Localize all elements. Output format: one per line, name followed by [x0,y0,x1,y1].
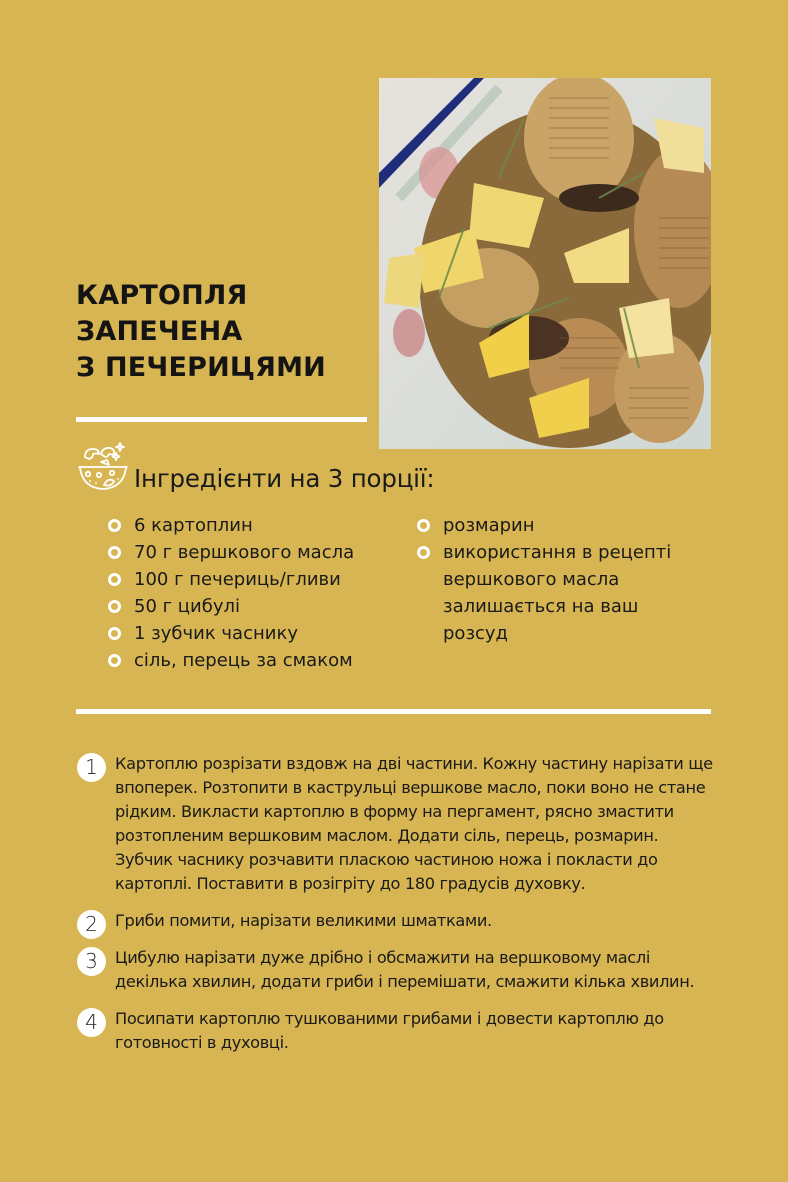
ingredient-item: використання в рецепті вершкового масла залишається на ваш розсуд [417,539,707,647]
title-line: КАРТОПЛЯ [76,280,248,311]
bullet-circle-icon [108,519,121,532]
step-number-badge: 4 [77,1008,106,1037]
ingredients-title: Інгредієнти на 3 порції: [134,464,435,493]
step-text: Картоплю розрізати вздовж на дві частини. Кожну частину нарізати ще впоперек. Розтопити в каструльці вершкове масло, поки воно не стане рідким. Викласти картоплю в форму на пергамент, рясно змастити розтопленим вершковим маслом. Додати сіль, перець, розмарин. Зубчик часнику розчавити пласкою частиною ножа і покласти до картоплі. Поставити в розігріту до 180 градусів духовку. [115,754,713,893]
title-divider [76,417,367,422]
ingredients-list-left [108,512,354,674]
step-text: Посипати картоплю тушкованими грибами і довести картоплю до готовності в духовці. [115,1009,664,1052]
salad-bowl-icon [76,441,130,493]
ingredient-item: 1 зубчик часнику [108,620,354,647]
bullet-circle-icon [108,600,121,613]
recipe-title [76,278,326,386]
title-line: ЗАПЕЧЕНА [76,316,243,347]
ingredient-item: 6 картоплин [108,512,354,539]
bullet-circle-icon [108,573,121,586]
step-number-badge: 2 [77,910,106,939]
food-photo-icon [379,78,711,449]
ingredients-header [76,440,434,493]
step-text: Гриби помити, нарізати великими шматками. [115,911,492,930]
recipe-photo [379,78,711,449]
bullet-circle-icon [108,627,121,640]
step-text: Цибулю нарізати дуже дрібно і обсмажити на вершковому маслі декілька хвилин, додати гриби і перемішати, смажити кілька хвилин. [115,948,695,991]
steps-list [76,752,716,1068]
step-number-badge: 1 [77,753,106,782]
bullet-circle-icon [417,546,430,559]
bullet-circle-icon [108,546,121,559]
step-item [76,946,716,994]
ingredient-item: розмарин [417,512,707,539]
ingredient-item: 100 г печериць/гливи [108,566,354,593]
step-item [76,1007,716,1055]
bullet-circle-icon [108,654,121,667]
ingredient-item: 50 г цибулі [108,593,354,620]
step-item [76,909,716,936]
ingredients-divider [76,709,711,714]
ingredients-list-right [417,512,707,647]
step-number-badge: 3 [77,947,106,976]
bullet-circle-icon [417,519,430,532]
ingredient-item: 70 г вершкового масла [108,539,354,566]
ingredient-item: сіль, перець за смаком [108,647,354,674]
title-line: З ПЕЧЕРИЦЯМИ [76,352,326,383]
step-item [76,752,716,896]
